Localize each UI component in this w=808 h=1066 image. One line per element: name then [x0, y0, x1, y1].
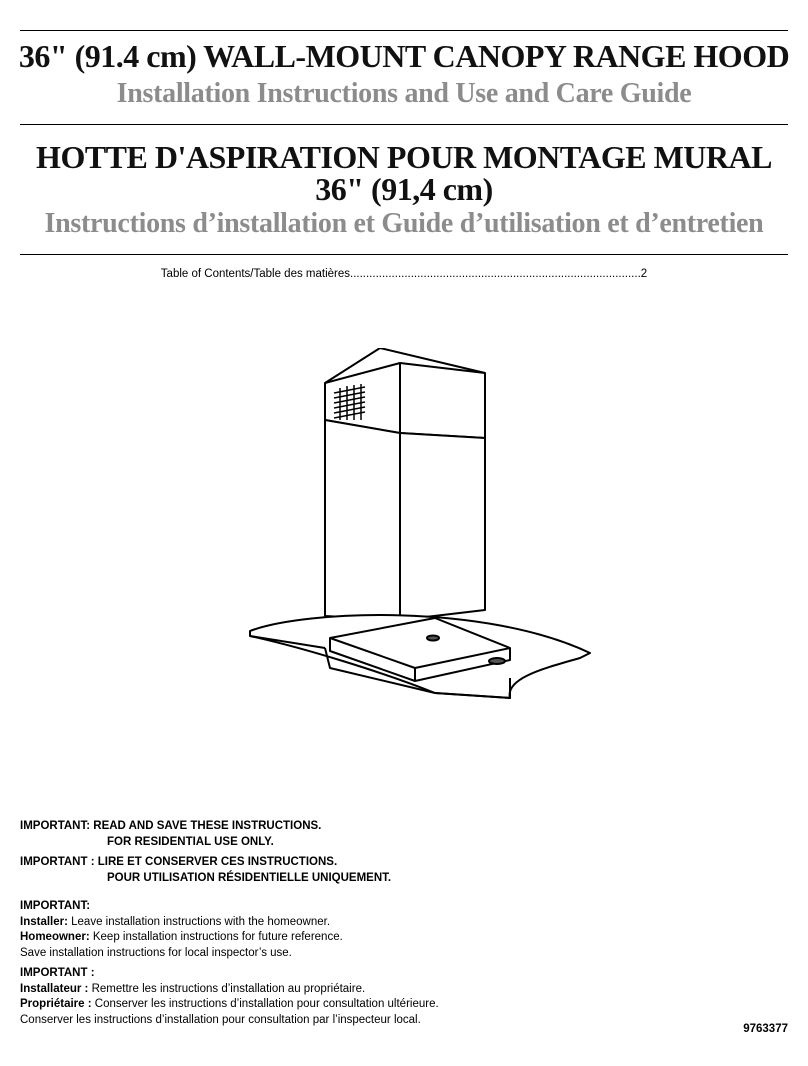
divider-rule-bottom: [20, 254, 788, 255]
french-title-size: 36" (91,4 cm): [315, 171, 493, 207]
notes-heading: IMPORTANT:: [20, 900, 91, 912]
table-of-contents-entry[interactable]: [0, 268, 808, 280]
notes-heading-fr: IMPORTANT :: [20, 967, 95, 979]
homeowner-label: Homeowner:: [20, 931, 90, 943]
range-hood-illustration-icon: [245, 348, 595, 708]
owner-label-fr: Propriétaire :: [20, 998, 92, 1010]
homeowner-text: Keep installation instructions for future reference.: [89, 931, 343, 943]
important-label: IMPORTANT:: [20, 820, 91, 832]
divider-rule: [20, 124, 788, 125]
important-label-fr: IMPORTANT :: [20, 856, 95, 868]
important-line2-fr: POUR UTILISATION RÉSIDENTIELLE UNIQUEMENT.: [107, 871, 392, 884]
french-title: HOTTE D'ASPIRATION POUR MONTAGE MURAL: [36, 139, 772, 175]
installer-label-fr: Installateur :: [20, 982, 89, 995]
important-block-en: [20, 819, 321, 850]
toc-label: Table of Contents/Table des matières: [160, 268, 351, 280]
important-line1-fr: LIRE ET CONSERVER CES INSTRUCTIONS.: [97, 856, 338, 868]
toc-page-number: 2: [640, 268, 648, 280]
document-number: 9763377: [743, 1023, 788, 1035]
page-subtitle: Installation Instructions and Use and Care Guide: [116, 78, 692, 109]
installer-text-fr: Remettre les instructions d’installation au propriétaire.: [88, 982, 366, 995]
top-rule: [20, 30, 788, 31]
important-line1: READ AND SAVE THESE INSTRUCTIONS.: [93, 820, 322, 832]
toc-leader: ...........................................................................................: [350, 268, 641, 280]
important-block-fr: [20, 855, 391, 886]
inspector-text-fr: Conserver les instructions d’installation pour consultation par l’inspecteur local.: [20, 1013, 421, 1026]
installer-notes-fr: [20, 966, 439, 1028]
page-title: 36" (91.4 cm) WALL-MOUNT CANOPY RANGE HOOD: [18, 38, 790, 74]
installer-text: Leave installation instructions with the homeowner.: [67, 915, 331, 928]
installer-notes-en: [20, 899, 343, 961]
inspector-text: Save installation instructions for local inspector’s use.: [20, 946, 292, 959]
installer-label: Installer:: [20, 915, 68, 928]
owner-text-fr: Conserver les instructions d’installation pour consultation ultérieure.: [91, 998, 439, 1010]
french-subtitle: Instructions d’installation et Guide d’utilisation et d’entretien: [44, 208, 764, 239]
important-line2: FOR RESIDENTIAL USE ONLY.: [107, 835, 274, 848]
